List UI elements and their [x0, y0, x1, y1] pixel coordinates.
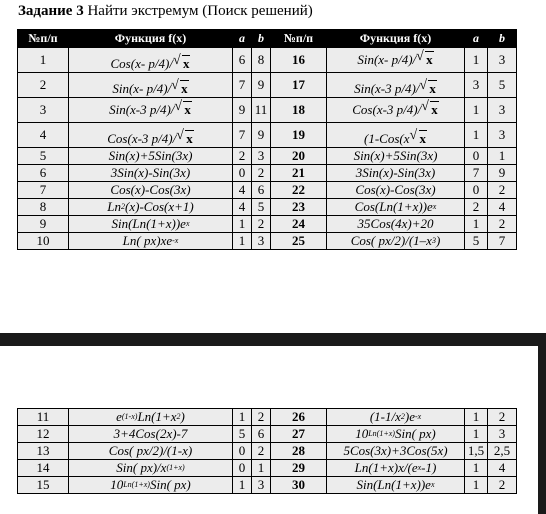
row-number: 27 — [271, 426, 327, 443]
sqrt-symbol: √ x — [176, 131, 194, 147]
table-row — [18, 123, 517, 148]
row-number: 3 — [18, 98, 69, 123]
a-value: 0 — [233, 165, 252, 182]
a-value: 1 — [465, 216, 488, 233]
function-cell: 35Cos(4x)+20 — [327, 216, 465, 233]
b-value: 9 — [252, 123, 271, 148]
b-value: 1 — [488, 148, 517, 165]
function-cell: Cos(x-3 p/4)/√ x — [327, 98, 465, 123]
a-value: 1,5 — [465, 443, 488, 460]
row-number: 14 — [18, 460, 69, 477]
table-row — [18, 165, 517, 182]
b-value: 2 — [488, 477, 517, 494]
scrollbar-edge — [538, 346, 546, 514]
a-value: 5 — [465, 233, 488, 250]
b-value: 8 — [252, 48, 271, 73]
b-value: 5 — [488, 73, 517, 98]
function-cell: 5Cos(3x)+3Cos(5x) — [327, 443, 465, 460]
function-cell: $10^{Ln(1+x)}Sin$( px) — [327, 426, 465, 443]
row-number: 23 — [271, 199, 327, 216]
function-cell: Cos(x)-Cos(3x) — [327, 182, 465, 199]
function-cell: $Sin(Ln(1+x))e^x$ — [69, 216, 233, 233]
row-number: 20 — [271, 148, 327, 165]
a-value: 0 — [233, 443, 252, 460]
table-row — [18, 216, 517, 233]
function-cell: $Ln(1+x)x/(e^x-1)$ — [327, 460, 465, 477]
row-number: 7 — [18, 182, 69, 199]
sqrt-symbol: √ x — [171, 81, 189, 97]
function-cell: Sin(x)+5Sin(3x) — [327, 148, 465, 165]
table-row — [18, 148, 517, 165]
row-number: 5 — [18, 148, 69, 165]
b-value: 3 — [488, 426, 517, 443]
a-value: 5 — [233, 426, 252, 443]
a-value: 2 — [465, 199, 488, 216]
function-cell: Cos( $px/2)/(1-x^3)$ — [327, 233, 465, 250]
row-number: 8 — [18, 199, 69, 216]
row-number: 22 — [271, 182, 327, 199]
b-value: 4 — [488, 460, 517, 477]
sqrt-symbol: √ x — [416, 52, 434, 68]
b-value: 4 — [488, 199, 517, 216]
b-value: 9 — [488, 165, 517, 182]
sqrt-symbol: √ x — [410, 131, 428, 147]
b-value: 3 — [252, 477, 271, 494]
a-value: 1 — [465, 460, 488, 477]
function-cell: Sin(x-3 p/4)/√ x — [327, 73, 465, 98]
b-value: 2 — [252, 409, 271, 426]
row-number: 10 — [18, 233, 69, 250]
b-value: 6 — [252, 426, 271, 443]
row-number: 6 — [18, 165, 69, 182]
function-cell: Sin(x)+5Sin(3x) — [69, 148, 233, 165]
header-a: a — [233, 30, 252, 48]
functions-table-top — [17, 29, 517, 250]
function-cell: Cos(x)-Cos(3x) — [69, 182, 233, 199]
b-value: 3 — [488, 98, 517, 123]
function-cell: 3Sin(x)-Sin(3x) — [327, 165, 465, 182]
function-cell: Ln( $px)xe^{-x}$ — [69, 233, 233, 250]
row-number: 1 — [18, 48, 69, 73]
b-value: 2 — [252, 165, 271, 182]
header-b: b — [488, 30, 517, 48]
header-func: Функция f(x) — [69, 30, 233, 48]
row-number: 26 — [271, 409, 327, 426]
function-cell: $Sin(Ln(1+x))e^x$ — [327, 477, 465, 494]
a-value: 1 — [233, 477, 252, 494]
header-func: Функция f(x) — [327, 30, 465, 48]
function-cell: $e^{(1-x)}Ln(1+x^2)$ — [69, 409, 233, 426]
row-number: 25 — [271, 233, 327, 250]
a-value: 1 — [465, 409, 488, 426]
header-b: b — [252, 30, 271, 48]
row-number: 12 — [18, 426, 69, 443]
table-row — [18, 460, 517, 477]
function-cell: 3+4Cos(2x)-7 — [69, 426, 233, 443]
a-value: 6 — [233, 48, 252, 73]
header-num: №п/п — [271, 30, 327, 48]
a-value: 1 — [465, 123, 488, 148]
sqrt-symbol: √ x — [173, 56, 191, 72]
a-value: 0 — [465, 182, 488, 199]
row-number: 18 — [271, 98, 327, 123]
sqrt-symbol: √ x — [421, 102, 439, 118]
a-value: 0 — [465, 148, 488, 165]
function-cell: Sin(x-3 p/4)/√ x — [69, 98, 233, 123]
row-number: 21 — [271, 165, 327, 182]
b-value: 2 — [488, 409, 517, 426]
task-description: Найти экстремум (Поиск решений) — [83, 3, 313, 19]
function-cell: Sin(x- p/4)/√ x — [69, 73, 233, 98]
b-value: 3 — [252, 148, 271, 165]
b-value: 3 — [252, 233, 271, 250]
table-row — [18, 426, 517, 443]
header-a: a — [465, 30, 488, 48]
row-number: 4 — [18, 123, 69, 148]
a-value: 2 — [233, 148, 252, 165]
b-value: 2 — [488, 182, 517, 199]
a-value: 4 — [233, 199, 252, 216]
function-cell: $10^{Ln(1+x)}Sin$( px) — [69, 477, 233, 494]
a-value: 1 — [465, 98, 488, 123]
table-row — [18, 199, 517, 216]
a-value: 1 — [465, 426, 488, 443]
table-row — [18, 443, 517, 460]
b-value: 2 — [488, 216, 517, 233]
function-cell: Sin(x- p/4)/√ x — [327, 48, 465, 73]
a-value: 4 — [233, 182, 252, 199]
a-value: 1 — [233, 409, 252, 426]
a-value: 1 — [465, 48, 488, 73]
b-value: 6 — [252, 182, 271, 199]
b-value: 3 — [488, 123, 517, 148]
row-number: 16 — [271, 48, 327, 73]
function-cell: (1-Cos(x√ x — [327, 123, 465, 148]
task-number: Задание 3 — [18, 3, 84, 19]
function-cell: Cos(x- p/4)/√ x — [69, 48, 233, 73]
table-header-row — [18, 30, 517, 48]
row-number: 28 — [271, 443, 327, 460]
page-title — [18, 3, 313, 20]
row-number: 9 — [18, 216, 69, 233]
table-row — [18, 48, 517, 73]
row-number: 29 — [271, 460, 327, 477]
table-row — [18, 477, 517, 494]
a-value: 1 — [465, 477, 488, 494]
function-cell: Cos(x-3 p/4)/√ x — [69, 123, 233, 148]
b-value: 2 — [252, 443, 271, 460]
header-num: №п/п — [18, 30, 69, 48]
functions-table-bottom — [17, 408, 517, 494]
table-row — [18, 73, 517, 98]
table-row — [18, 98, 517, 123]
table-row — [18, 409, 517, 426]
row-number: 13 — [18, 443, 69, 460]
sqrt-symbol: √ x — [174, 102, 192, 118]
page-break-bar — [0, 333, 546, 346]
b-value: 2,5 — [488, 443, 517, 460]
a-value: 1 — [233, 216, 252, 233]
row-number: 15 — [18, 477, 69, 494]
function-cell: $(1-1/x^2)e^{-x}$ — [327, 409, 465, 426]
b-value: 7 — [488, 233, 517, 250]
function-cell: Sin( $px)/x^{(1+x)}$ — [69, 460, 233, 477]
table-row — [18, 233, 517, 250]
row-number: 24 — [271, 216, 327, 233]
b-value: 9 — [252, 73, 271, 98]
table-row — [18, 182, 517, 199]
a-value: 7 — [233, 123, 252, 148]
row-number: 19 — [271, 123, 327, 148]
sqrt-symbol: √ x — [419, 81, 437, 97]
b-value: 3 — [488, 48, 517, 73]
a-value: 1 — [233, 233, 252, 250]
function-cell: $Ln^2(x)-Cos(x+1)$ — [69, 199, 233, 216]
a-value: 7 — [465, 165, 488, 182]
row-number: 30 — [271, 477, 327, 494]
function-cell: Cos( px/2)/(1-x) — [69, 443, 233, 460]
function-cell: 3Sin(x)-Sin(3x) — [69, 165, 233, 182]
b-value: 2 — [252, 216, 271, 233]
b-value: 1 — [252, 460, 271, 477]
row-number: 11 — [18, 409, 69, 426]
a-value: 0 — [233, 460, 252, 477]
row-number: 17 — [271, 73, 327, 98]
b-value: 11 — [252, 98, 271, 123]
a-value: 9 — [233, 98, 252, 123]
function-cell: $Cos(Ln(1+x))e^x$ — [327, 199, 465, 216]
a-value: 3 — [465, 73, 488, 98]
b-value: 5 — [252, 199, 271, 216]
a-value: 7 — [233, 73, 252, 98]
row-number: 2 — [18, 73, 69, 98]
